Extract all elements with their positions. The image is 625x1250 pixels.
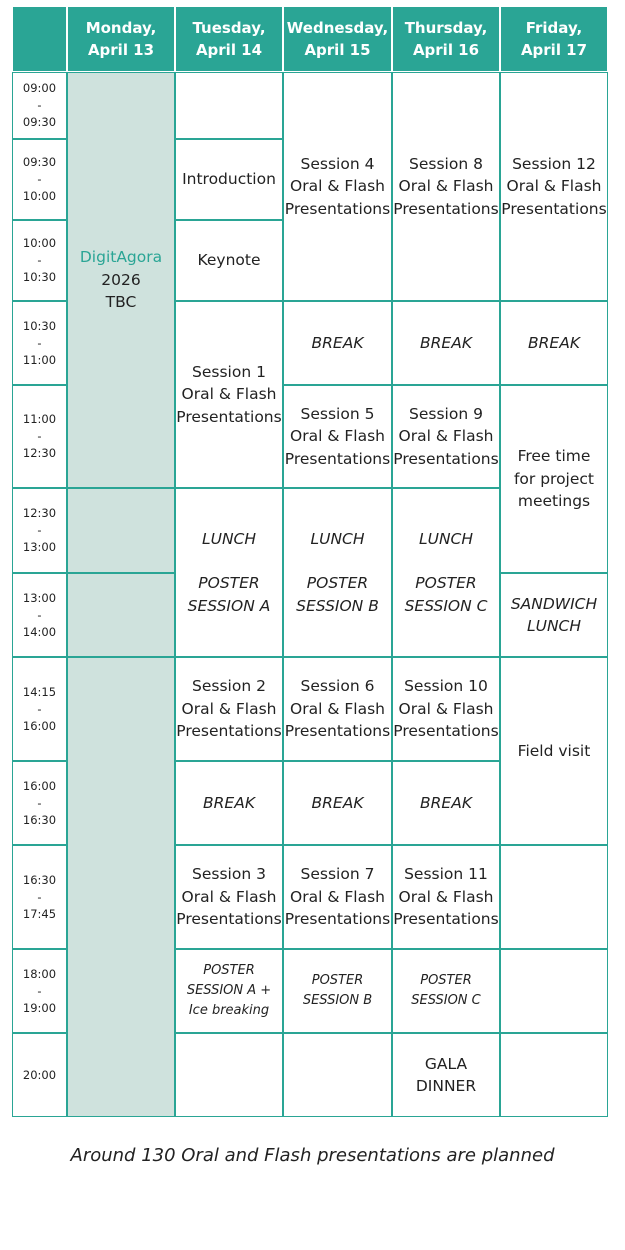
time-slot-1630: 16:30 - 17:45 xyxy=(12,845,67,949)
wednesday-break-am: BREAK xyxy=(283,301,392,385)
time-slot-1230: 12:30 - 13:00 xyxy=(12,488,67,573)
time-slot-1600: 16:00 - 16:30 xyxy=(12,761,67,845)
wednesday-2000 xyxy=(283,1033,392,1117)
tuesday-0900 xyxy=(175,72,283,139)
thursday-break-am: BREAK xyxy=(392,301,500,385)
tuesday-introduction: Introduction xyxy=(175,139,283,220)
event-status: TBC xyxy=(105,293,137,312)
friday-free-time: Free time for project meetings xyxy=(500,385,608,573)
thursday-session-9: Session 9 Oral & Flash Presentations xyxy=(392,385,500,488)
wednesday-lunch-poster: LUNCH POSTER SESSION B xyxy=(283,488,392,657)
tuesday-break-pm: BREAK xyxy=(175,761,283,845)
time-slot-1415: 14:15 - 16:00 xyxy=(12,657,67,761)
header-corner xyxy=(12,6,67,72)
time-slot-1000: 10:00 - 10:30 xyxy=(12,220,67,301)
thursday-session-10: Session 10 Oral & Flash Presentations xyxy=(392,657,500,761)
friday-sandwich-lunch: SANDWICH LUNCH xyxy=(500,573,608,657)
header-friday: Friday, April 17 xyxy=(500,6,608,72)
time-slot-0930: 09:30 - 10:00 xyxy=(12,139,67,220)
header-thursday: Thursday, April 16 xyxy=(392,6,500,72)
thursday-lunch-poster: LUNCH POSTER SESSION C xyxy=(392,488,500,657)
footnote: Around 130 Oral and Flash presentations are planned xyxy=(70,1145,555,1166)
time-slot-1100: 11:00 - 12:30 xyxy=(12,385,67,488)
monday-digitagora xyxy=(67,72,175,488)
header-wednesday: Wednesday, April 15 xyxy=(283,6,392,72)
tuesday-session-3: Session 3 Oral & Flash Presentations xyxy=(175,845,283,949)
wednesday-session-7: Session 7 Oral & Flash Presentations xyxy=(283,845,392,949)
tuesday-lunch-poster: LUNCH POSTER SESSION A xyxy=(175,488,283,657)
time-slot-1800: 18:00 - 19:00 xyxy=(12,949,67,1033)
header-tuesday: Tuesday, April 14 xyxy=(175,6,283,72)
tuesday-session-1: Session 1 Oral & Flash Presentations xyxy=(175,301,283,488)
tuesday-session-2: Session 2 Oral & Flash Presentations xyxy=(175,657,283,761)
wednesday-poster-evening: POSTER SESSION B xyxy=(283,949,392,1033)
friday-2000 xyxy=(500,1033,608,1117)
wednesday-session-5: Session 5 Oral & Flash Presentations xyxy=(283,385,392,488)
friday-session-12: Session 12 Oral & Flash Presentations xyxy=(500,72,608,301)
thursday-session-8: Session 8 Oral & Flash Presentations xyxy=(392,72,500,301)
tuesday-poster-evening: POSTER SESSION A + Ice breaking xyxy=(175,949,283,1033)
event-year: 2026 xyxy=(101,270,141,289)
thursday-poster-evening: POSTER SESSION C xyxy=(392,949,500,1033)
time-slot-2000: 20:00 xyxy=(12,1033,67,1117)
friday-field-visit: Field visit xyxy=(500,657,608,845)
tuesday-keynote: Keynote xyxy=(175,220,283,301)
friday-1630 xyxy=(500,845,608,949)
thursday-session-11: Session 11 Oral & Flash Presentations xyxy=(392,845,500,949)
monday-1300 xyxy=(67,573,175,657)
tuesday-2000 xyxy=(175,1033,283,1117)
time-slot-1030: 10:30 - 11:00 xyxy=(12,301,67,385)
monday-1230 xyxy=(67,488,175,573)
schedule-table xyxy=(12,6,608,1117)
friday-1800 xyxy=(500,949,608,1033)
time-slot-1300: 13:00 - 14:00 xyxy=(12,573,67,657)
event-name: DigitAgora xyxy=(79,248,163,267)
wednesday-break-pm: BREAK xyxy=(283,761,392,845)
wednesday-session-4: Session 4 Oral & Flash Presentations xyxy=(283,72,392,301)
monday-afternoon xyxy=(67,657,175,1117)
time-slot-0900: 09:00 - 09:30 xyxy=(12,72,67,139)
thursday-gala-dinner: GALA DINNER xyxy=(392,1033,500,1117)
thursday-break-pm: BREAK xyxy=(392,761,500,845)
friday-break-am: BREAK xyxy=(500,301,608,385)
wednesday-session-6: Session 6 Oral & Flash Presentations xyxy=(283,657,392,761)
header-monday: Monday, April 13 xyxy=(67,6,175,72)
